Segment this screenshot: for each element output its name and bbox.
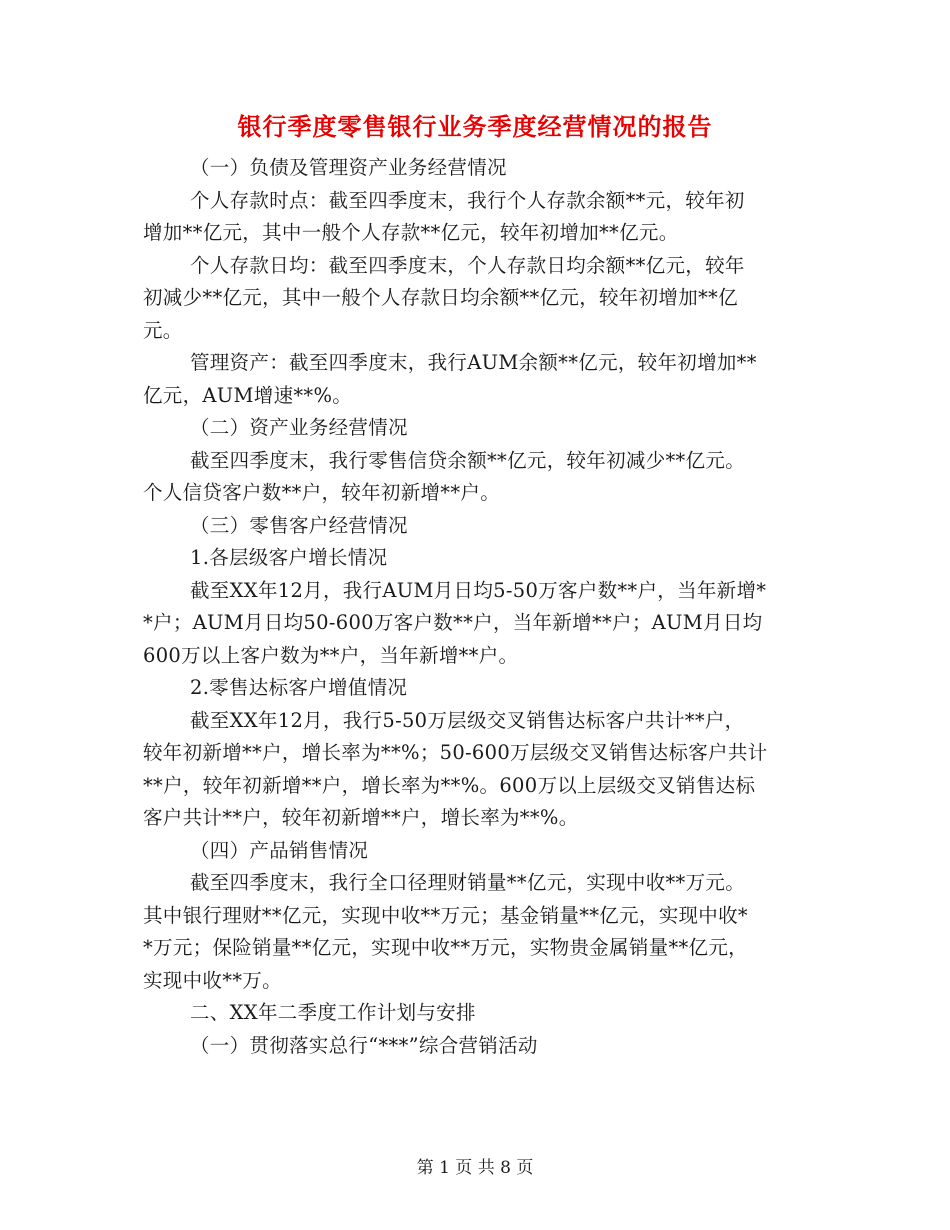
- text-line: 截至XX年12月，我行5-50万层级交叉销售达标客户共计**户，: [190, 708, 745, 732]
- text-line: 亿元，AUM增速**%。: [143, 383, 353, 407]
- document-title: 银行季度零售银行业务季度经营情况的报告: [237, 112, 713, 141]
- text-line: 600万以上客户数为**户，当年新增**户。: [143, 643, 519, 667]
- text-line: 截至四季度末，我行全口径理财销量**亿元，实现中收**万元。: [190, 871, 746, 894]
- text-line: 实现中收**万。: [143, 968, 282, 992]
- text-line: 元。: [143, 318, 183, 342]
- text-line: 2.零售达标客户增值情况: [190, 676, 408, 699]
- text-line: （二）资产业务经营情况: [190, 416, 408, 439]
- text-line: 个人存款日均：截至四季度末，个人存款日均余额**亿元，较年: [190, 253, 745, 277]
- text-line: 较年初新增**户，增长率为**%；50-600万层级交叉销售达标客户共计: [143, 741, 768, 764]
- text-line: 个人信贷客户数**户，较年初新增**户。: [143, 481, 500, 504]
- text-line: 其中银行理财**亿元，实现中收**万元；基金销量**亿元，实现中收*: [143, 903, 748, 927]
- text-line: （一）贯彻落实总行“***”综合营销活动: [190, 1033, 538, 1057]
- document-body: [143, 152, 811, 1062]
- text-line: 初减少**亿元，其中一般个人存款日均余额**亿元，较年初增加**亿: [143, 286, 738, 309]
- text-line: （三）零售客户经营情况: [190, 513, 408, 537]
- text-line: （一）负债及管理资产业务经营情况: [190, 156, 507, 179]
- text-line: 截至XX年12月，我行AUM月日均5-50万客户数**户，当年新增*: [190, 578, 767, 602]
- text-line: 1.各层级客户增长情况: [190, 546, 388, 569]
- text-line: 客户共计**户，较年初新增**户，增长率为**%。: [143, 806, 579, 829]
- text-line: 管理资产：截至四季度末，我行AUM余额**亿元，较年初增加**: [190, 351, 757, 374]
- text-line: 增加**亿元，其中一般个人存款**亿元，较年初增加**亿元。: [143, 221, 679, 244]
- body-text: [143, 152, 811, 1062]
- text-line: **户，较年初新增**户，增长率为**%。600万以上层级交叉销售达标: [143, 773, 756, 797]
- page-footer: 第 1 页 共 8 页: [416, 1158, 534, 1178]
- text-line: *户；AUM月日均50-600万客户数**户，当年新增**户；AUM月日均: [143, 611, 763, 634]
- text-line: *万元；保险销量**亿元，实现中收**万元，实物贵金属销量**亿元，: [143, 936, 748, 959]
- text-line: 个人存款时点：截至四季度末，我行个人存款余额**元，较年初: [190, 188, 745, 212]
- text-line: （四）产品销售情况: [190, 838, 369, 862]
- text-line: 二、XX年二季度工作计划与安排: [190, 1001, 476, 1024]
- text-line: 截至四季度末，我行零售信贷余额**亿元，较年初减少**亿元。: [190, 448, 746, 472]
